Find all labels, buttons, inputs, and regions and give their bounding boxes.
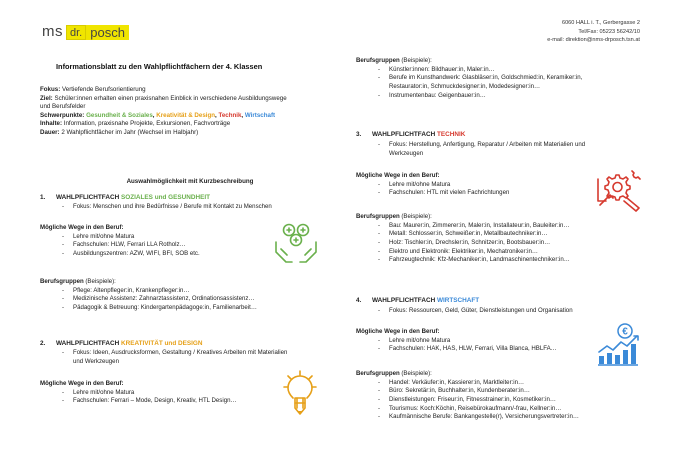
gruppen-label: Berufsgruppen xyxy=(40,278,84,285)
gruppen-item: - Kaufmännische Berufe: Bankangestelle(r), Versicherungsvertreter:in… xyxy=(356,413,666,422)
gruppen-item: - Berufe im Kunsthandwerk: Glasbläser:in, Goldschmied:in, Keramiker:in, xyxy=(356,74,666,83)
intro-fokus-label: Fokus: xyxy=(40,86,61,93)
intro-inhalte xyxy=(40,120,340,129)
schwer-sep: , xyxy=(152,111,157,119)
section-number: 2. xyxy=(40,340,46,347)
section-prefix: WAHLPFLICHTFACH xyxy=(56,194,121,201)
lightbulb-pencil-icon xyxy=(282,368,318,416)
wege-item: - Lehre mit/ohne Matura xyxy=(40,233,270,242)
intro-ziel-cont: und Berufsfelder xyxy=(40,103,86,111)
address-line: 6060 HALL i. T., Gerbergasse 2 xyxy=(561,20,640,26)
schwer-gesundheit: Gesundheit & Soziales xyxy=(86,111,153,119)
section-2-wege xyxy=(40,380,280,406)
fokus-item: - Fokus: Menschen und ihre Bedürfnisse / Berufe mit Kontakt zu Menschen xyxy=(40,203,340,212)
gruppen-item: - Büro: Sekretär:in, Buchhalter:in, Kundenberater:in… xyxy=(356,387,666,396)
logo-posch: posch xyxy=(86,25,129,40)
gruppen-item: - Holz: Tischler:in, Drechsler:in, Schnitzer:in, Bootsbauer:in… xyxy=(356,239,666,248)
wege-label: Mögliche Wege in den Beruf: xyxy=(40,380,124,387)
section-number: 3. xyxy=(356,131,362,138)
schwer-sep: , xyxy=(215,111,219,119)
euro-chart-icon xyxy=(596,322,642,368)
fokus-item: - Fokus: Ideen, Ausdrucksformen, Gestaltung / Kreatives Arbeiten mit Materialien xyxy=(40,349,340,358)
gruppen-item: - Handel: Verkäufer:in, Kassierer:in, Marktleiter:in… xyxy=(356,379,666,388)
wege-item: - Lehre mit/ohne Matura xyxy=(356,337,596,346)
gruppen-item: - Pädagogik & Betreuung: Kindergartenpädagoge:in, Familienarbeit… xyxy=(40,304,340,313)
fokus-cont: und Werkzeugen xyxy=(73,357,119,365)
gruppen-label-row xyxy=(356,370,666,379)
section-2-heading xyxy=(40,340,203,349)
section-4-fokus xyxy=(356,307,666,316)
intro-ziel-label: Ziel: xyxy=(40,94,53,102)
gruppen-label: Berufsgruppen xyxy=(356,57,400,64)
section-1-fokus xyxy=(40,203,340,212)
wege-label: Mögliche Wege in den Beruf: xyxy=(356,328,440,335)
gruppen-item: - Pflege: Altenpfleger:in, Krankenpfleger:in… xyxy=(40,287,340,296)
section-1-gruppen xyxy=(40,278,340,313)
overview-heading: Auswahlmöglichkeit mit Kurzbeschreibung xyxy=(126,178,254,185)
section-4-name: WIRTSCHAFT xyxy=(436,297,480,304)
gruppen-item: - Künstler:innen: Bildhauer:in, Maler:in… xyxy=(356,66,666,75)
gruppen-item: - Tourismus: Koch:Köchin, Reisebürokaufmann/-frau, Kellner:in… xyxy=(356,405,666,414)
section-2-fokus xyxy=(40,349,340,366)
gruppen-item: - Medizinische Assistenz: Zahnarztassistenz, Ordinationsassistenz… xyxy=(40,295,340,304)
intro-inhalte-label: Inhalte: xyxy=(40,120,63,128)
section-2-gruppen xyxy=(356,57,666,100)
intro-block xyxy=(40,86,340,137)
gruppen-item: - Instrumentenbau: Geigenbauer:in… xyxy=(356,92,666,101)
wege-item: - Ausbildungszentren: AZW, WIFI, BFI, SOB etc. xyxy=(40,250,270,259)
gruppen-label: Berufsgruppen xyxy=(356,213,400,220)
wege-item: - Lehre mit/ohne Matura xyxy=(40,389,280,398)
section-prefix: WAHLPFLICHTFACH xyxy=(372,297,437,304)
page-title: Informationsblatt zu den Wahlpflichtfächern der 4. Klassen xyxy=(56,62,263,71)
intro-ziel-text: Schüler:innen erhalten einen praxisnahen Einblick in verschiedene Ausbildungswege xyxy=(52,94,287,102)
intro-dauer xyxy=(40,129,340,138)
intro-fokus-text: Vertiefende Berufsorientierung xyxy=(60,86,146,93)
intro-schwer-label: Schwerpunkte: xyxy=(40,111,85,119)
section-4-heading xyxy=(356,297,479,306)
section-4-gruppen xyxy=(356,370,666,422)
gruppen-suffix: (Beispiele): xyxy=(83,278,116,285)
section-prefix: WAHLPFLICHTFACH xyxy=(372,131,437,138)
schwer-technik: Technik xyxy=(218,111,242,119)
school-address xyxy=(547,19,640,45)
intro-dauer-text: 2 Wahlpflichtfächer im Jahr (Wechsel im Halbjahr) xyxy=(59,128,199,136)
wege-label: Mögliche Wege in den Beruf: xyxy=(356,172,440,179)
section-prefix: WAHLPFLICHTFACH xyxy=(56,340,121,347)
gruppen-item: - Fahrzeugtechnik: Kfz-Mechaniker:in, Landmaschinentechniker:in… xyxy=(356,256,666,265)
fokus-cont: Werkzeugen xyxy=(389,149,424,157)
section-3-gruppen xyxy=(356,213,666,265)
intro-fokus xyxy=(40,86,340,95)
schwer-kreativ: Kreativität & Design xyxy=(156,111,216,119)
gruppen-cont xyxy=(356,83,666,92)
schwer-sep: , xyxy=(241,111,245,119)
wege-item: - Fachschulen: HAK, HAS, HLW, Ferrari, Villa Blanca, HBLFA… xyxy=(356,345,596,354)
wege-item: - Fachschulen: HTL mit vielen Fachrichtungen xyxy=(356,189,596,198)
section-number: 4. xyxy=(356,297,362,304)
section-1-name: SOZIALES und GESUNDHEIT xyxy=(120,194,211,201)
fokus-item: - Fokus: Ressourcen, Geld, Güter, Dienstleistungen und Organisation xyxy=(356,307,666,316)
address-phone: Tel/Fax: 05223 56242/10 xyxy=(578,28,640,35)
section-1-heading xyxy=(40,194,210,203)
logo-dr: dr. xyxy=(66,25,86,40)
section-3-wege xyxy=(356,172,596,198)
gruppen-cont-text: Restaurator:in, Schmuckdesigner:in, Modedesigner:in… xyxy=(389,82,541,90)
gruppen-label-row xyxy=(356,57,666,66)
gruppen-item: - Bau: Maurer:in, Zimmerer:in, Maler:in, Installateur:in, Bauleiter:in… xyxy=(356,222,666,231)
intro-schwerpunkte xyxy=(40,112,340,121)
section-4-wege xyxy=(356,328,596,354)
section-3-heading xyxy=(356,131,465,140)
wege-item: - Lehre mit/ohne Matura xyxy=(356,181,596,190)
gruppen-suffix: (Beispiele): xyxy=(399,213,432,220)
svg-text:€: € xyxy=(622,326,628,338)
gruppen-item: - Dienstleistungen: Friseur:in, Fitnesstrainer:in, Kosmetiker:in… xyxy=(356,396,666,405)
logo-ms: ms xyxy=(42,22,63,40)
gruppen-label-row xyxy=(40,278,340,287)
section-number: 1. xyxy=(40,194,46,201)
wege-item: - Fachschulen: Ferrari – Mode, Design, Kreativ, HTL Design… xyxy=(40,397,280,406)
school-logo xyxy=(42,22,129,42)
gruppen-item: - Elektro und Elektronik: Elektriker:in, Mechatroniker:in… xyxy=(356,248,666,257)
intro-ziel xyxy=(40,95,340,104)
section-1-wege xyxy=(40,224,270,259)
schwer-wirtschaft: Wirtschaft xyxy=(244,111,276,119)
gruppen-suffix: (Beispiele): xyxy=(399,370,432,377)
gruppen-suffix: (Beispiele): xyxy=(399,57,432,64)
gruppen-label: Berufsgruppen xyxy=(356,370,400,377)
fokus-item: - Fokus: Herstellung, Anfertigung, Reparatur / Arbeiten mit Materialien und xyxy=(356,141,666,150)
intro-inhalte-text: Information, praxisnahe Projekte, Exkursionen, Fachvorträge xyxy=(62,120,231,128)
wege-label: Mögliche Wege in den Beruf: xyxy=(40,224,124,231)
wege-item: - Fachschulen: HLW, Ferrari LLA Rotholz… xyxy=(40,241,270,250)
intro-dauer-label: Dauer: xyxy=(40,128,60,136)
gruppen-label-row xyxy=(356,213,666,222)
gear-tools-icon xyxy=(596,167,644,213)
section-3-name: TECHNIK xyxy=(436,131,466,138)
address-email: e-mail: direktion@nms-drposch.tsn.at xyxy=(547,37,640,44)
care-hands-icon xyxy=(272,218,320,266)
section-2-name: KREATIVITÄT und DESIGN xyxy=(120,340,203,347)
gruppen-item: - Metall: Schlosser:in, Schweißer:in, Metallbautechniker:in… xyxy=(356,230,666,239)
section-3-fokus xyxy=(356,141,666,158)
